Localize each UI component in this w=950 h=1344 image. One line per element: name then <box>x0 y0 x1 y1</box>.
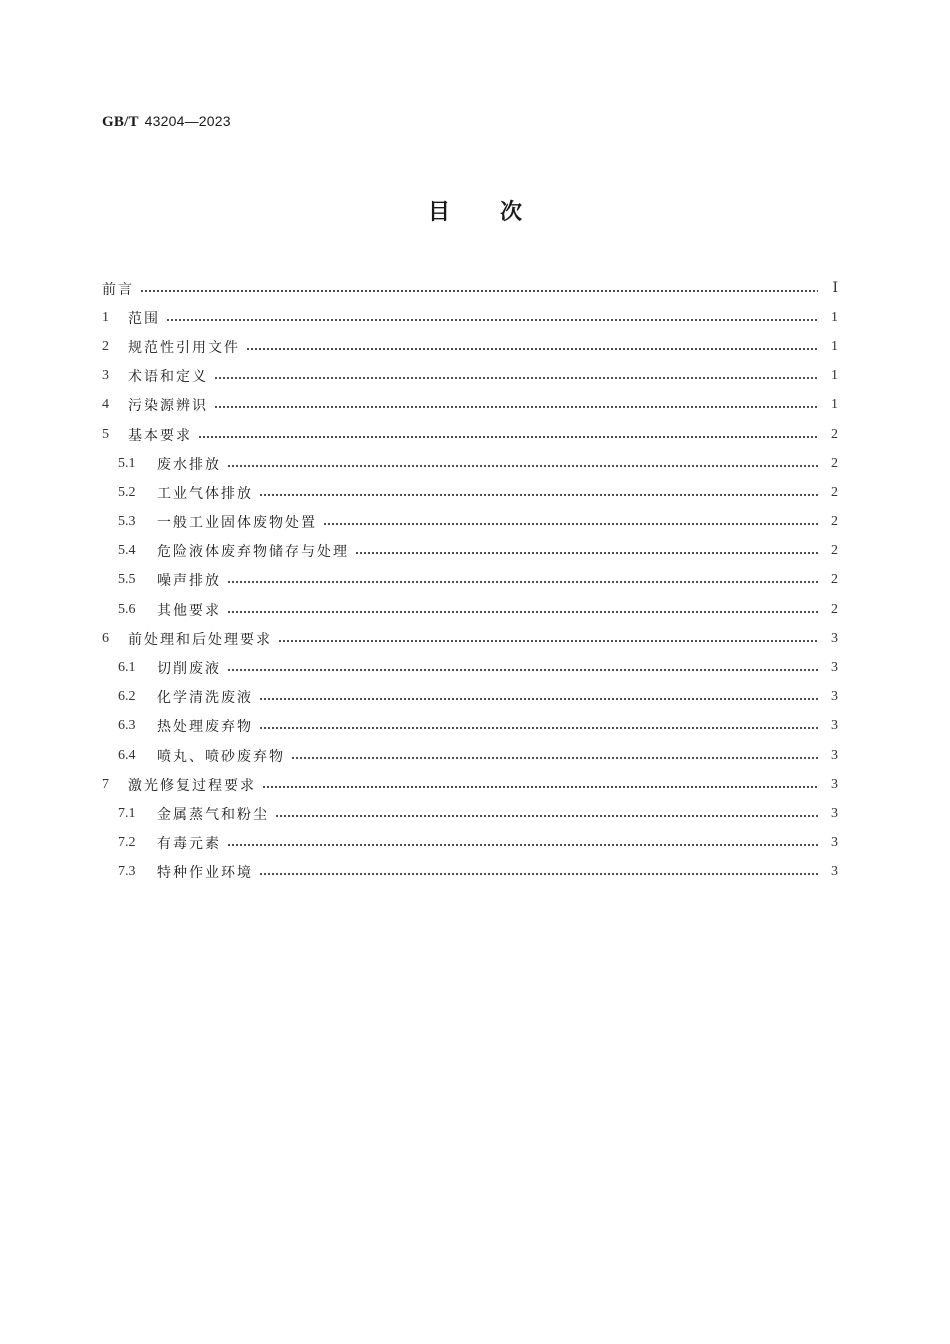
toc-entry-page: 1 <box>831 397 838 413</box>
dot-leader <box>246 348 818 350</box>
toc-entry-page: 3 <box>831 776 838 792</box>
toc-entry-number: 5.3 <box>118 514 136 530</box>
toc-entry[interactable] <box>102 566 838 595</box>
toc-entry-page: 3 <box>831 864 838 880</box>
dot-leader <box>214 406 818 408</box>
toc-entry-page: 3 <box>831 835 838 851</box>
dot-leader <box>278 640 818 642</box>
toc-entry-label: 前言 <box>102 281 134 298</box>
standard-number: 43204—2023 <box>144 113 231 129</box>
toc-entry[interactable] <box>102 653 838 682</box>
standard-prefix: GB/T <box>102 114 139 130</box>
toc-entry-label: 范围 <box>128 310 160 327</box>
toc-entry-label: 废水排放 <box>157 456 221 473</box>
toc-entry-page: 2 <box>831 455 838 471</box>
toc-entry-page: Ⅰ <box>832 281 838 297</box>
dot-leader <box>166 319 818 321</box>
toc-entry-number: 6.4 <box>118 747 136 763</box>
toc-entry-page: 2 <box>831 572 838 588</box>
toc-entry-page: 1 <box>831 338 838 354</box>
toc-entry-page: 3 <box>831 747 838 763</box>
toc-entry-page: 2 <box>831 514 838 530</box>
dot-leader <box>262 786 818 788</box>
toc-entry-label: 噪声排放 <box>157 573 221 590</box>
table-of-contents <box>102 274 838 887</box>
dot-leader <box>227 465 818 467</box>
toc-entry-label: 化学清洗废液 <box>157 690 253 707</box>
toc-entry-number: 4 <box>102 397 109 413</box>
toc-entry[interactable] <box>102 508 838 537</box>
toc-entry-page: 3 <box>831 718 838 734</box>
toc-entry-page: 3 <box>831 689 838 705</box>
toc-entry-page: 3 <box>831 630 838 646</box>
dot-leader <box>275 815 818 817</box>
title-char-2: 次 <box>500 200 523 225</box>
toc-entry-page: 2 <box>831 426 838 442</box>
toc-entry[interactable] <box>102 624 838 653</box>
toc-entry[interactable] <box>102 799 838 828</box>
dot-leader <box>227 581 818 583</box>
toc-entry-label: 激光修复过程要求 <box>128 777 256 794</box>
toc-entry[interactable] <box>102 303 838 332</box>
toc-entry-page: 2 <box>831 484 838 500</box>
toc-entry-number: 5.2 <box>118 484 136 500</box>
toc-entry[interactable] <box>102 858 838 887</box>
toc-entry-number: 1 <box>102 309 109 325</box>
toc-entry-number: 6.1 <box>118 660 136 676</box>
toc-entry-number: 5.6 <box>118 601 136 617</box>
document-header <box>102 113 231 131</box>
dot-leader <box>198 436 818 438</box>
toc-entry-number: 7.1 <box>118 805 136 821</box>
toc-entry-label: 有毒元素 <box>157 836 221 853</box>
toc-entry[interactable] <box>102 683 838 712</box>
toc-entry-label: 规范性引用文件 <box>128 339 240 356</box>
toc-entry-label: 污染源辨识 <box>128 398 208 415</box>
toc-entry[interactable] <box>102 449 838 478</box>
toc-entry-label: 危险液体废弃物储存与处理 <box>157 544 349 561</box>
toc-entry-label: 切削废液 <box>157 661 221 678</box>
dot-leader <box>259 873 818 875</box>
toc-entry[interactable] <box>102 712 838 741</box>
toc-entry-label: 基本要求 <box>128 427 192 444</box>
toc-entry-number: 6.2 <box>118 689 136 705</box>
toc-entry-number: 6 <box>102 630 109 646</box>
toc-entry-label: 喷丸、喷砂废弃物 <box>157 748 285 765</box>
toc-entry-number: 6.3 <box>118 718 136 734</box>
toc-entry-label: 工业气体排放 <box>157 485 253 502</box>
toc-entry-label: 金属蒸气和粉尘 <box>157 806 269 823</box>
toc-entry-number: 7.3 <box>118 864 136 880</box>
toc-entry-page: 1 <box>831 368 838 384</box>
dot-leader <box>259 727 818 729</box>
toc-entry-page: 3 <box>831 805 838 821</box>
toc-entry-page: 2 <box>831 543 838 559</box>
dot-leader <box>291 757 818 759</box>
toc-entry-label: 其他要求 <box>157 602 221 619</box>
toc-entry-label: 热处理废弃物 <box>157 719 253 736</box>
toc-entry-page: 3 <box>831 660 838 676</box>
toc-entry-number: 5 <box>102 426 109 442</box>
toc-entry[interactable] <box>102 332 838 361</box>
toc-entry-number: 3 <box>102 368 109 384</box>
dot-leader <box>227 669 818 671</box>
dot-leader <box>140 290 818 292</box>
page-title <box>0 195 950 226</box>
toc-entry-page: 1 <box>831 309 838 325</box>
toc-entry-number: 5.4 <box>118 543 136 559</box>
dot-leader <box>355 552 818 554</box>
toc-entry-page: 2 <box>831 601 838 617</box>
dot-leader <box>227 844 818 846</box>
toc-entry[interactable] <box>102 274 838 303</box>
toc-entry[interactable] <box>102 829 838 858</box>
dot-leader <box>214 377 818 379</box>
toc-entry[interactable] <box>102 595 838 624</box>
toc-entry-label: 一般工业固体废物处置 <box>157 515 317 532</box>
title-char-1: 目 <box>427 200 450 225</box>
toc-entry-label: 特种作业环境 <box>157 865 253 882</box>
toc-entry-number: 2 <box>102 338 109 354</box>
toc-entry-number: 5.5 <box>118 572 136 588</box>
dot-leader <box>259 698 818 700</box>
dot-leader <box>259 494 818 496</box>
toc-entry[interactable] <box>102 391 838 420</box>
toc-entry-label: 前处理和后处理要求 <box>128 631 272 648</box>
toc-entry-number: 5.1 <box>118 455 136 471</box>
toc-entry-number: 7.2 <box>118 835 136 851</box>
dot-leader <box>227 611 818 613</box>
toc-entry[interactable] <box>102 770 838 799</box>
toc-entry-label: 术语和定义 <box>128 369 208 386</box>
toc-entry[interactable] <box>102 478 838 507</box>
toc-entry[interactable] <box>102 537 838 566</box>
toc-entry-number: 7 <box>102 776 109 792</box>
dot-leader <box>323 523 818 525</box>
toc-entry[interactable] <box>102 420 838 449</box>
toc-entry[interactable] <box>102 741 838 770</box>
toc-entry[interactable] <box>102 362 838 391</box>
